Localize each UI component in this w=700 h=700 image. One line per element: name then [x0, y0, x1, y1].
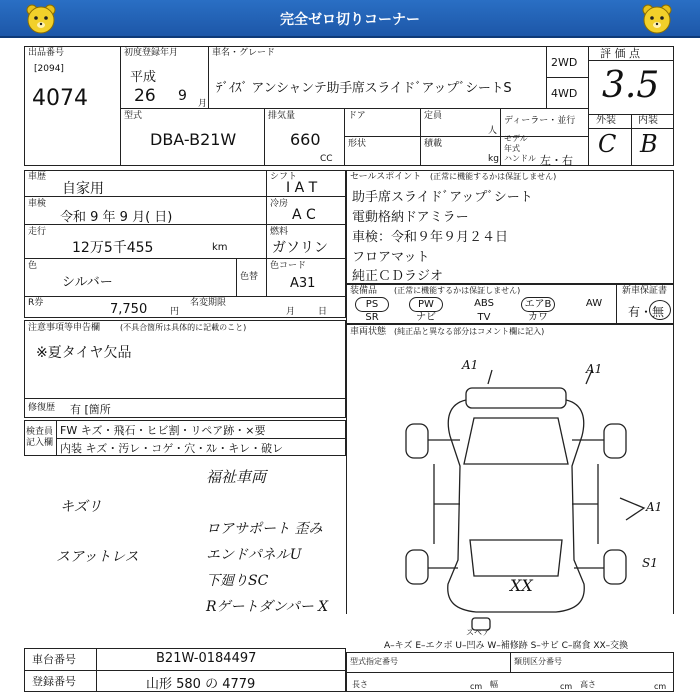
equip-airbag: エアB	[521, 297, 555, 312]
deadline-label: 名変期限	[190, 298, 227, 308]
model-number-label: 型式指定番号	[350, 657, 398, 666]
car-name: ﾃﾞｲｽﾞ アンシャンテ助手席スライドﾞアップﾞシートS	[216, 81, 512, 96]
displacement-value: 660	[290, 130, 321, 149]
equip-leather: カワ	[528, 312, 548, 323]
damage-mark: A1	[462, 358, 479, 372]
width-label: 幅	[490, 680, 498, 689]
door-label: ドア	[348, 111, 366, 121]
mascot-bear-icon	[640, 3, 674, 35]
banner-title: 完全ゼロ切りコーナー	[280, 12, 420, 28]
equip-tv: TV	[477, 312, 491, 323]
car-diagram	[348, 340, 670, 636]
exterior-grade: C	[598, 130, 617, 158]
deadline-month: 月	[286, 307, 296, 317]
inspector-label: 記入欄	[26, 438, 54, 448]
selling-point: フロアマット	[352, 250, 430, 265]
equip-ps: PS	[355, 297, 389, 312]
shift-label: シフト	[270, 172, 298, 182]
dealer-label: ディーラー・並行	[504, 116, 576, 126]
handle-value: 左・右	[540, 154, 573, 167]
repaint-label: 色替	[240, 272, 259, 282]
color-code-label: 色コード	[270, 261, 307, 271]
usage-value: 自家用	[62, 181, 104, 197]
first-reg-year: 26	[134, 86, 156, 106]
length-unit: cm	[470, 682, 483, 691]
spare-label: スペア	[466, 628, 490, 637]
banner	[0, 0, 700, 38]
comment-r3: 下廻りSC	[206, 573, 269, 589]
diagram-note: (純正品と異なる部分はコメント欄に記入)	[394, 327, 545, 336]
first-reg-era: 平成	[130, 70, 157, 85]
manual-label: 新車保証書	[622, 286, 668, 296]
equip-navi: ナビ	[416, 312, 436, 323]
inspection-value: 令和 9 年 9 月( 日)	[60, 210, 173, 225]
usage-label: 車歴	[28, 172, 47, 182]
comment-r4: Rゲートダンパー X	[206, 599, 329, 615]
aircon-label: 冷房	[270, 199, 289, 209]
notes-value: ※夏タイヤ欠品	[36, 345, 132, 361]
class-number-label: 類別区分番号	[514, 657, 562, 666]
recycle-unit: 円	[170, 307, 180, 317]
mileage-unit: km	[212, 242, 228, 253]
displacement-label: 排気量	[268, 111, 296, 121]
rating-score: 3.5	[602, 65, 660, 106]
first-reg-month: 9	[178, 88, 187, 104]
model-code: DBA-B21W	[150, 130, 237, 149]
selling-point: 車検：令和９年９月２４日	[352, 230, 509, 245]
interior-grade: B	[640, 130, 658, 158]
damage-mark: A1	[586, 362, 603, 376]
equipment-label: 装備品	[350, 286, 378, 296]
comment-r1: ロアサポート 歪み	[206, 521, 323, 537]
notes-sub: (不具合箇所は具体的に記載のこと)	[120, 323, 247, 332]
lot-number: 4074	[32, 86, 88, 111]
color-code: A31	[290, 276, 316, 291]
capacity-unit: 人	[488, 126, 498, 136]
inspector-label: 検査員	[26, 427, 54, 437]
rating-label: 評 価 点	[600, 47, 640, 60]
handle-label: ハンドル	[504, 154, 536, 163]
selling-points-note: (正常に機能するかは保証しません)	[430, 172, 557, 181]
comment-r2: エンドパネルU	[206, 547, 302, 563]
load-label: 積載	[424, 139, 443, 149]
plate-label: 登録番号	[32, 675, 76, 688]
exterior-label: 外装	[596, 115, 616, 126]
selling-point: 純正ＣＤラジオ	[352, 269, 444, 284]
load-unit: kg	[488, 154, 499, 164]
deadline-day: 日	[318, 307, 328, 317]
capacity-label: 定員	[424, 111, 443, 121]
chassis-label: 車台番号	[32, 653, 76, 666]
repair-label: 修復歴	[28, 403, 56, 413]
interior-label: 内装	[638, 115, 658, 126]
diagram-label: 車両状態	[350, 327, 387, 337]
model-year-label: モデル年式	[504, 134, 528, 153]
car-name-label: 車名・グレード	[212, 48, 276, 58]
equipment-note: (正常に機能するかは保証しません)	[394, 286, 521, 295]
comment-left1: キズリ	[60, 499, 102, 515]
equip-sr: SR	[365, 312, 379, 323]
inspection-label: 車検	[28, 199, 47, 209]
plate-value: 山形 580 の 4779	[146, 677, 256, 692]
damage-mark: A1	[646, 500, 663, 514]
recycle-label: R券	[28, 298, 44, 308]
shape-label: 形状	[348, 139, 367, 149]
comment-left2: スアットレス	[56, 549, 139, 565]
displacement-unit: CC	[320, 154, 333, 164]
first-reg-label: 初度登録年月	[124, 48, 179, 58]
manual-value: 有・無	[628, 305, 665, 319]
selling-points-label: セールスポイント	[350, 172, 422, 182]
recycle-value: 7,750	[110, 302, 148, 317]
aircon-value: A C	[292, 207, 316, 223]
color-label: 色	[28, 261, 38, 271]
notes-label: 注意事項等申告欄	[28, 323, 101, 333]
fuel-value: ガソリン	[272, 240, 328, 256]
equip-pw: PW	[409, 297, 443, 312]
comment-top: 福祉車両	[206, 468, 267, 486]
chassis-value: B21W-0184497	[156, 651, 257, 666]
lot-label: 出品番号	[28, 48, 65, 58]
damage-mark: S1	[642, 556, 658, 570]
width-unit: cm	[560, 682, 573, 691]
height-unit: cm	[654, 682, 667, 691]
equip-abs: ABS	[474, 298, 494, 309]
legend: A–キズ E–エクボ U–凹み W–補修跡 S–サビ C–腐食 XX–交換	[384, 641, 629, 651]
fuel-label: 燃料	[270, 227, 289, 237]
damage-mark: XX	[510, 576, 533, 595]
equip-aw: AW	[585, 298, 603, 309]
height-label: 高さ	[580, 680, 596, 689]
shift-value: I A T	[286, 180, 318, 196]
model-label: 型式	[124, 111, 143, 121]
repair-value: 有 [箇所	[70, 403, 111, 416]
first-reg-month-unit: 月	[198, 99, 208, 109]
inspector-row-interior: 内装 キズ・汚レ・コゲ・穴・ｽﾚ・キレ・破レ	[60, 442, 284, 455]
selling-point: 助手席スライドﾞアップﾞシート	[352, 190, 533, 205]
color-value: シルバー	[62, 275, 113, 290]
length-label: 長さ	[352, 680, 368, 689]
drive-2wd: 2WD	[551, 56, 578, 69]
mileage-value: 12万5千455	[72, 240, 154, 256]
lot-sub: [2094]	[34, 64, 64, 74]
manual-circle	[649, 300, 671, 320]
inspector-row-fw: FW キズ・飛石・ヒビ割・リペア跡・×要	[60, 424, 266, 437]
mileage-label: 走行	[28, 227, 47, 237]
selling-point: 電動格納ドアミラー	[352, 210, 469, 225]
drive-4wd: 4WD	[551, 87, 578, 100]
